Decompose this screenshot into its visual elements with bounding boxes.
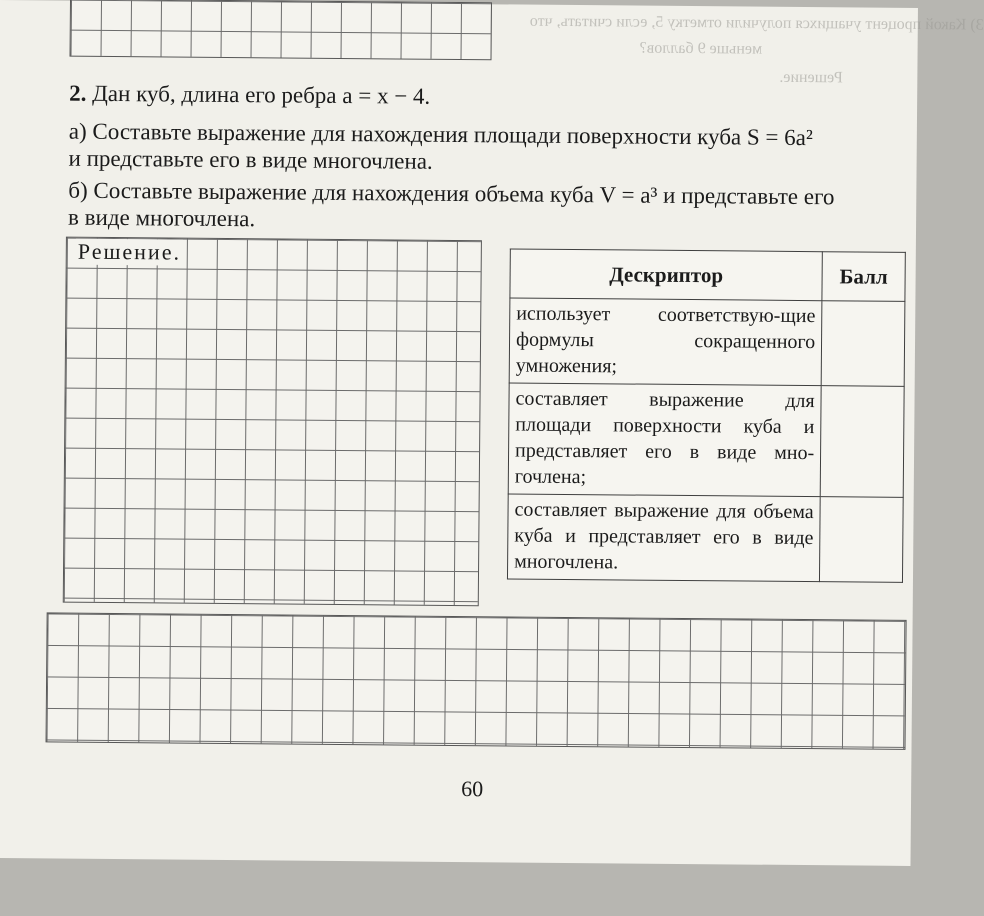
descriptor-cell: составляет выражение для площади поверхности куба и представляет его в виде мно-гочлена; [508, 383, 821, 497]
problem-part-b-continued: в виде многочлена. [67, 204, 256, 232]
score-cell[interactable] [820, 386, 904, 498]
problem-part-b: б) Составьте выражение для нахождения объема куба V = a³ и представьте его [68, 177, 835, 210]
score-cell[interactable] [820, 497, 904, 583]
solution-label: Решение. [76, 239, 183, 266]
problem-part-a-continued: и представьте его в виде многочлена. [68, 145, 433, 174]
table-row [507, 494, 903, 582]
table-row [508, 383, 904, 497]
bleed-through-text: 3) Какой процент учащихся получили отметку 5, если считать, что [529, 12, 984, 34]
table-row [509, 298, 905, 386]
descriptor-table [507, 248, 906, 582]
bleed-through-text: Решение. [779, 68, 843, 87]
answer-grid-previous [70, 0, 492, 60]
problem-statement [69, 79, 430, 111]
header-score: Балл [822, 252, 905, 302]
problem-number: 2. [69, 80, 87, 106]
descriptor-cell: составляет выражение для объема куба и представляет его в виде многочлена. [507, 494, 820, 582]
problem-part-a: а) Составьте выражение для нахождения площади поверхности куба S = 6a² [68, 118, 813, 151]
bleed-through-text: меньше 9 баллов? [639, 39, 763, 58]
solution-grid[interactable] [63, 237, 482, 607]
table-header-row [510, 249, 905, 301]
problem-line: Дан куб, длина его ребра a = x − 4. [92, 80, 431, 109]
header-descriptor: Дескриптор [510, 249, 823, 301]
score-cell[interactable] [821, 301, 905, 387]
page-number: 60 [461, 776, 484, 802]
descriptor-cell: использует соответствую-щие формулы сокращенного умножения; [509, 298, 822, 386]
answer-grid-bottom[interactable] [46, 612, 907, 749]
